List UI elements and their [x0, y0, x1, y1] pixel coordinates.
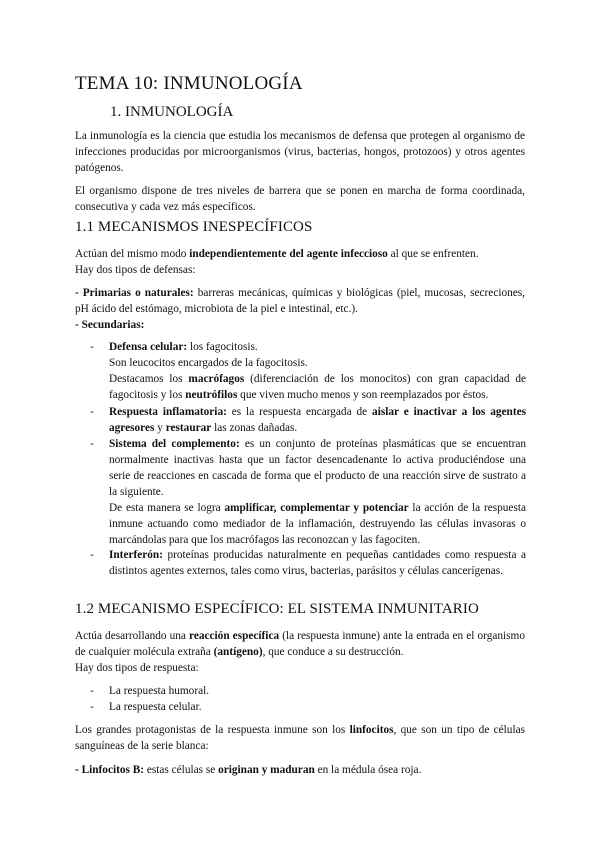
- intro-paragraph-2: El organismo dispone de tres niveles de barrera que se ponen en marcha de forma coordinada, consecutiva y cada vez más específicos.: [75, 185, 525, 213]
- primarias-paragraph: - Primarias o naturales: barreras mecánicas, químicas y biológicas (piel, mucosas, secreciones, pH ácido del estómago, microbiota de la piel e intestinal, etc.). - Secundarias:: [75, 287, 525, 331]
- list-bullet: -: [90, 341, 94, 353]
- list-item-defensa-celular: Defensa celular: los fagocitosis. Son leucocitos encargados de la fagocitosis. Destacamos los macrófagos (diferenciación de los monocitos) con gran capacidad de fagocitosis y los neutrófilos que viven mucho menos y son reemplazados por éstos.: [109, 341, 526, 401]
- list-item-respuesta-humoral: La respuesta humoral.: [109, 685, 210, 697]
- list-bullet: -: [90, 685, 94, 697]
- subsection-heading-1-1: 1.1 MECANISMOS INESPECÍFICOS: [75, 219, 313, 235]
- list-bullet: -: [90, 438, 94, 450]
- list-item-respuesta-inflamatoria: Respuesta inflamatoria: es la respuesta encargada de aislar e inactivar a los agentes agresores y restaurar las zonas dañadas.: [109, 406, 526, 434]
- list-item-respuesta-celular: La respuesta celular.: [109, 701, 202, 713]
- paragraph: Actúan del mismo modo independientemente del agente infeccioso al que se enfrenten. Hay dos tipos de defensas:: [75, 248, 479, 276]
- paragraph-linfocitos-b: - Linfocitos B: estas células se originan y maduran en la médula ósea roja.: [75, 764, 422, 776]
- list-item-sistema-complemento: Sistema del complemento: es un conjunto de proteínas plasmáticas que se encuentran normalmente inactivas hasta que un factor desencadenante lo activa produciéndose una serie de reacciones en cascada de forma que el producto de una reacción sirve de sustrato a la siguiente. De esta manera se logra amplificar, complementar y potenciar la acción de la respuesta inmune actuando como mediador de la inflamación, destruyendo las células invasoras o marcándolas para que los macrófagos las reconozcan y las fagociten.: [109, 438, 527, 546]
- subsection-heading-1-2: 1.2 MECANISMO ESPECÍFICO: EL SISTEMA INMUNITARIO: [75, 601, 479, 617]
- paragraph: Actúa desarrollando una reacción específica (la respuesta inmune) ante la entrada en el organismo de cualquier molécula extraña (antígeno), que conduce a su destrucción. Hay dos tipos de respuesta:: [75, 630, 525, 674]
- paragraph: Los grandes protagonistas de la respuesta inmune son los linfocitos, que son un tipo de células sanguíneas de la serie blanca:: [75, 724, 525, 752]
- list-item-interferon: Interferón: proteínas producidas naturalmente en pequeñas cantidades como respuesta a distintos agentes externos, tales como virus, bacterias, parásitos y células cancerígenas.: [109, 549, 526, 577]
- page-title: TEMA 10: INMUNOLOGÍA: [75, 73, 303, 94]
- intro-paragraph: La inmunología es la ciencia que estudia los mecanismos de defensa que protegen al organismo de infecciones producidas por microorganismos (virus, bacterias, hongos, protozoos) y otros agentes patógenos.: [75, 130, 525, 174]
- section-heading: 1. INMUNOLOGÍA: [110, 104, 234, 120]
- list-bullet: -: [90, 701, 94, 713]
- list-bullet: -: [90, 406, 94, 418]
- list-bullet: -: [90, 549, 94, 561]
